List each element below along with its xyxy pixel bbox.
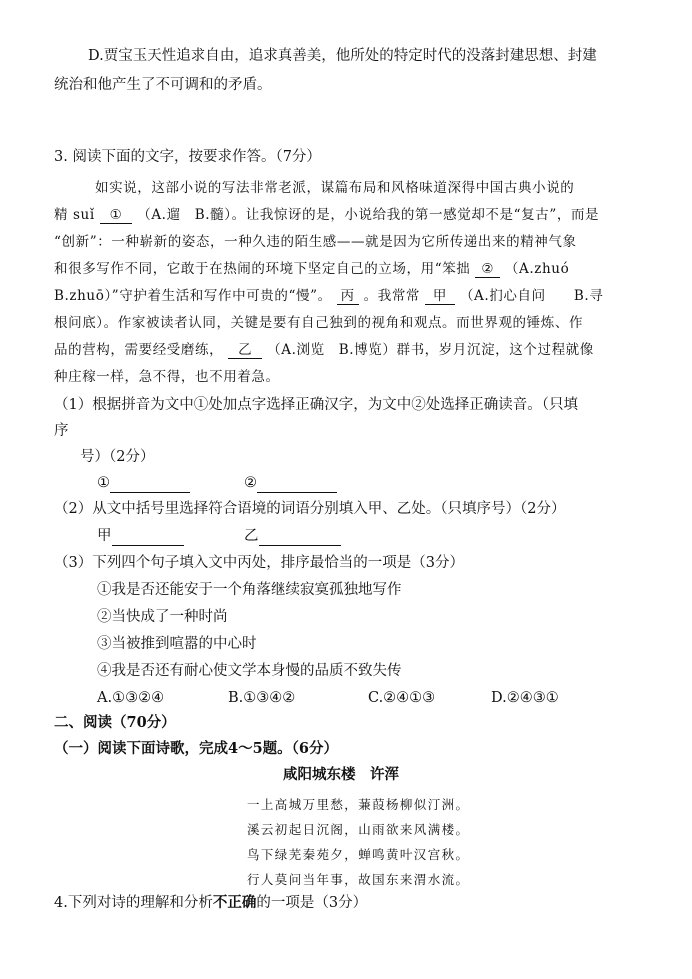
part-heading: （一）阅读下面诗歌，完成4～5题。（6分）: [54, 740, 339, 757]
passage-text: 品的营构，需要经受磨练，: [54, 342, 224, 358]
poem-line-4: 行人莫问当年事，故国东来渭水流。: [247, 872, 470, 887]
passage-text: B.zhuō）”守护着生活和写作中可贵的“慢”。: [54, 288, 332, 304]
option-c[interactable]: C.②④①③: [368, 690, 436, 706]
q3-passage-line3: “创新”：一种崭新的姿态，一种久违的陌生感——就是因为它所传递出来的精神气象: [54, 234, 577, 250]
answer-jia-label: 甲: [97, 528, 112, 544]
passage-text: （A.扪心自问 B.寻: [459, 288, 604, 304]
q3-sub1-line2: 序: [54, 423, 69, 439]
q3-passage-line5: [54, 286, 603, 306]
answer-2-blank[interactable]: [257, 476, 337, 493]
sentence-4: ④我是否还有耐心使文学本身慢的品质不致失传: [97, 663, 402, 679]
q4-emphasis: 不正确: [212, 894, 257, 911]
option-d[interactable]: D.②④③①: [491, 690, 559, 706]
answer-yi: [244, 526, 341, 546]
blank-2: ②: [475, 261, 500, 278]
answer-2: [244, 473, 337, 493]
sentence-2: ②当快成了一种时尚: [97, 609, 228, 625]
answer-jia-blank[interactable]: [112, 529, 184, 546]
sentence-3: ③当被推到喧嚣的中心时: [97, 636, 257, 652]
blank-1: ①: [100, 207, 133, 224]
option-b[interactable]: B.①③④②: [228, 690, 296, 706]
poem-title: 咸阳城东楼 许浑: [283, 766, 399, 783]
blank-yi: 乙: [228, 342, 262, 359]
answer-1: [97, 473, 190, 493]
answer-yi-blank[interactable]: [259, 529, 341, 546]
q4-prefix: 4.下列对诗的理解和分析: [54, 895, 213, 911]
q3-passage-line4: [54, 259, 569, 279]
poem-line-3: 鸟下绿芜秦苑夕，蝉鸣黄叶汉宫秋。: [247, 847, 470, 862]
passage-text: （A.遛 B.髓）。让我惊讶的是，小说给我的第一感觉却不是“复古”，而是: [137, 207, 600, 223]
blank-jia: 甲: [425, 288, 455, 305]
q3-passage-line7: [54, 340, 594, 360]
q3-passage-line8: 种庄稼一样，急不得，也不用着急。: [54, 369, 280, 385]
section-heading: 二、阅读（70分）: [54, 714, 176, 731]
answer-1-blank[interactable]: [110, 476, 190, 493]
q4-suffix: 的一项是（3分）: [256, 895, 368, 911]
answer-2-label: ②: [244, 475, 257, 491]
q4-stem: [54, 893, 367, 913]
q2-option-d-line1: D.贾宝玉天性追求自由，追求真善美，他所处的特定时代的没落封建思想、封建: [88, 48, 597, 64]
q3-passage-line1: 如实说，这部小说的写法非常老派，谋篇布局和风格味道深得中国古典小说的: [95, 180, 575, 196]
answer-1-label: ①: [97, 475, 110, 491]
q3-sub1-line3: 号）（2分）: [80, 449, 155, 465]
q3-sub1-line1: （1）根据拼音为文中①处加点字选择正确汉字，为文中②处选择正确读音。（只填: [54, 397, 578, 413]
passage-text: （A.浏览 B.博览）群书，岁月沉淀，这个过程就像: [267, 342, 594, 358]
answer-yi-label: 乙: [244, 528, 259, 544]
poem-line-2: 溪云初起日沉阁，山雨欲来风满楼。: [247, 822, 470, 837]
q2-option-d-line2: 统治和他产生了不可调和的矛盾。: [54, 77, 272, 93]
blank-bing: 丙: [337, 288, 359, 305]
q3-passage-line6: 根问底）。作家被读者认同，关键是要有自己独到的视角和观点。而世界观的锤炼、作: [54, 315, 584, 331]
passage-text: 。我常常: [363, 288, 425, 304]
poem-line-1: 一上高城万里愁，蒹葭杨柳似汀洲。: [247, 797, 470, 812]
q3-title: 3. 阅读下面的文字，按要求作答。（7分）: [54, 149, 321, 165]
q3-sub3-text: （3）下列四个句子填入文中丙处，排序最恰当的一项是（3分）: [54, 555, 464, 571]
answer-jia: [97, 526, 184, 546]
option-a[interactable]: A.①③②④: [97, 690, 165, 706]
q3-sub2-text: （2）从文中括号里选择符合语境的词语分别填入甲、乙处。（只填序号）（2分）: [54, 501, 566, 517]
passage-text: 精 suǐ: [54, 207, 100, 223]
sentence-1: ①我是否还能安于一个角落继续寂寞孤独地写作: [97, 582, 402, 598]
passage-text: （A.zhuó: [504, 261, 570, 277]
q3-passage-line2: [54, 205, 599, 225]
passage-text: 和很多写作不同，它敢于在热闹的环境下坚定自己的立场，用“笨拙: [54, 261, 471, 277]
